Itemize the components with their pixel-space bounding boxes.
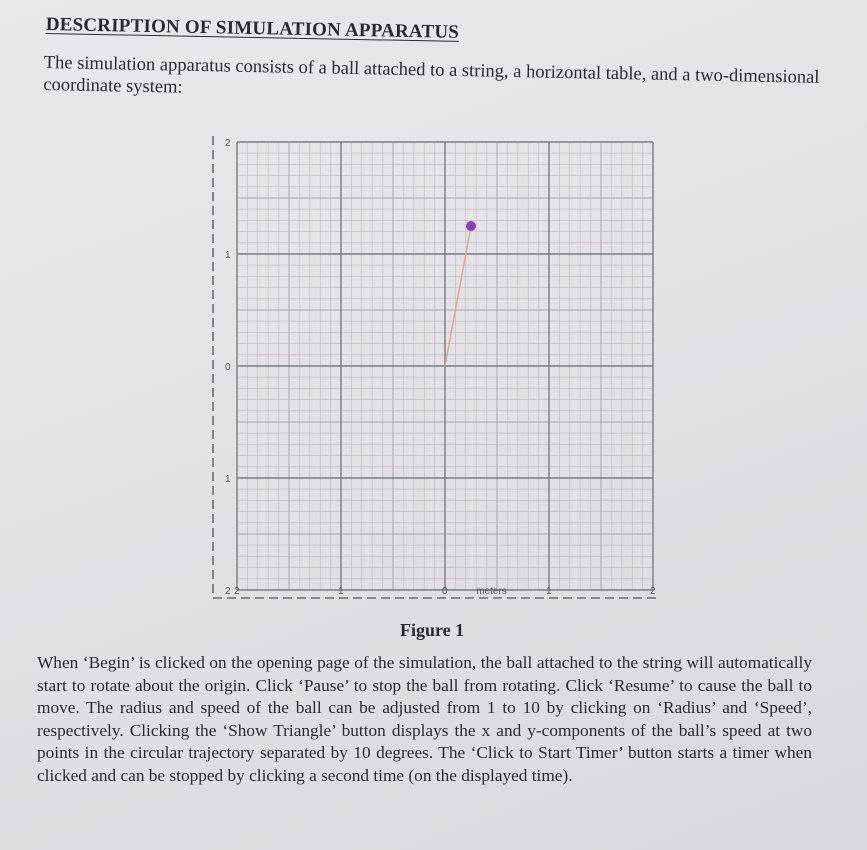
y-tick-labels [225,138,231,597]
x-tick-label: 0 [442,586,448,597]
y-tick-label: 0 [225,362,231,373]
x-tick-label: 2 [650,586,656,597]
x-tick-label: 2 [234,586,240,597]
y-tick-label: 2 [225,138,231,149]
coordinate-grid [195,128,665,608]
description-paragraph: When ‘Begin’ is clicked on the opening page of the simulation, the ball attached to the string will automatically start to rotate about the origin. Click ‘Pause’ to stop the ball from rotating. Click ‘Resume’ to cause the ball to move. The radius and speed of the ball can be adjusted from 1 to 10 by clicking on ‘Radius’ and ‘Speed’, respectively. Clicking the ‘Show Triangle’ button displays the x and y-components of the ball’s speed at two points in the circular trajectory separated by 10 degrees. The ‘Click to Start Timer’ button starts a timer when clicked and can be stopped by clicking a second time (on the displayed time). [37,653,812,785]
x-tick-label: 1 [546,586,552,597]
y-tick-label: 1 [225,250,231,261]
y-tick-label: 1 [225,474,231,485]
string-line [445,226,471,366]
figure-caption: Figure 1 [400,620,465,640]
x-tick-label: 1 [338,586,344,597]
ball [466,221,476,231]
x-tick-labels [234,586,656,597]
x-unit-label: meters [476,586,507,597]
intro-paragraph: The simulation apparatus consists of a ball attached to a string, a horizontal table, and a two-dimensional coordinate system: [43,52,820,98]
coordinate-figure [195,128,665,608]
section-heading: DESCRIPTION OF SIMULATION APPARATUS [45,14,460,43]
y-tick-label: 2 [225,586,231,597]
